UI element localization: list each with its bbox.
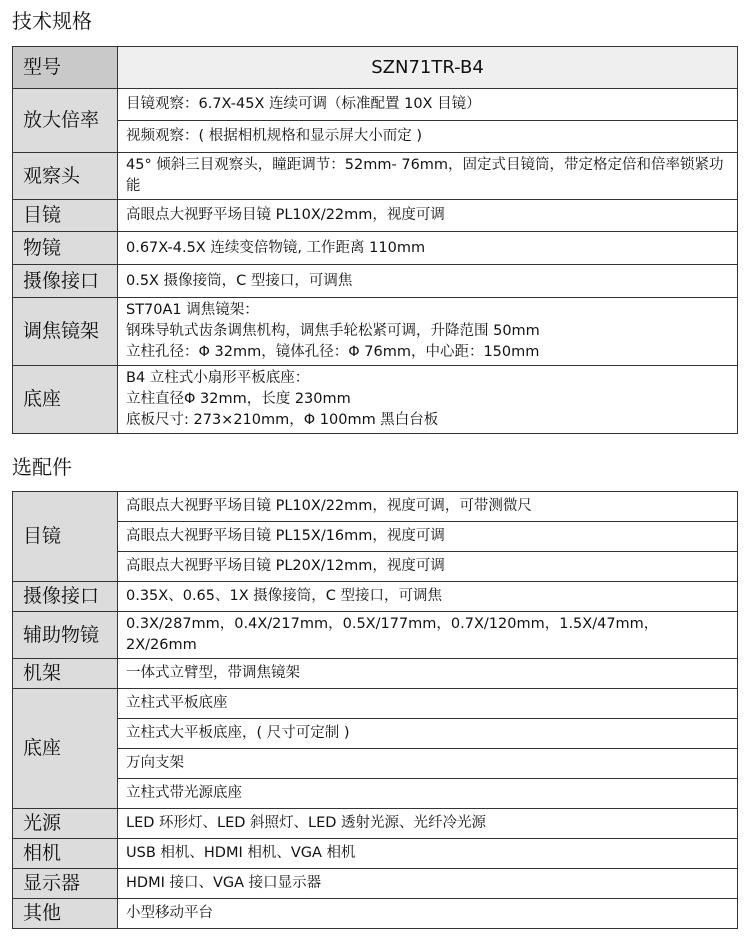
value-line: 立柱直径Φ 32mm，长度 230mm (126, 391, 351, 407)
spec-row-base (13, 366, 738, 434)
acc-row-light (13, 809, 738, 839)
row-value: 万向支架 (118, 749, 738, 779)
row-value: 0.67X-4.5X 连续变倍物镜, 工作距离 110mm (118, 232, 738, 265)
row-label: 型号 (13, 47, 118, 89)
row-label: 显示器 (13, 869, 118, 899)
spec-row-magnification-video (13, 121, 738, 153)
acc-row-camera (13, 839, 738, 869)
spec-row-magnification (13, 89, 738, 121)
row-label: 相机 (13, 839, 118, 869)
acc-row-base-3 (13, 749, 738, 779)
row-value: 0.5X 摄像接筒，C 型接口，可调焦 (118, 265, 738, 298)
row-value: 小型移动平台 (118, 899, 738, 929)
spec-row-focus-mount (13, 298, 738, 366)
row-value: 一体式立臂型，带调焦镜架 (118, 659, 738, 689)
spec-row-camera-port (13, 265, 738, 298)
row-label: 放大倍率 (13, 89, 118, 153)
row-value: 高眼点大视野平场目镜 PL15X/16mm，视度可调 (118, 522, 738, 552)
value-line: ST70A1 调焦镜架： (126, 302, 259, 318)
row-value: HDMI 接口、VGA 接口显示器 (118, 869, 738, 899)
model-value: SZN71TR-B4 (118, 47, 738, 89)
row-label: 光源 (13, 809, 118, 839)
row-label: 调焦镜架 (13, 298, 118, 366)
row-value: 高眼点大视野平场目镜 PL10X/22mm，视度可调 (118, 200, 738, 232)
acc-row-camera-port (13, 582, 738, 612)
row-label: 物镜 (13, 232, 118, 265)
value-line: B4 立柱式小扇形平板底座： (126, 370, 310, 386)
acc-row-display (13, 869, 738, 899)
row-value (118, 298, 738, 366)
spec-row-objective (13, 232, 738, 265)
row-value: 0.3X/287mm，0.4X/217mm，0.5X/177mm，0.7X/120mm，1.5X/47mm，2X/26mm (118, 612, 738, 659)
row-label: 机架 (13, 659, 118, 689)
value-line: 立柱孔径：Φ 32mm，镜体孔径：Φ 76mm，中心距：150mm (126, 344, 540, 360)
row-label: 观察头 (13, 153, 118, 200)
spec-table (12, 46, 738, 434)
row-value: LED 环形灯、LED 斜照灯、LED 透射光源、光纤冷光源 (118, 809, 738, 839)
value-line: 底板尺寸: 273×210mm，Φ 100mm 黑白台板 (126, 412, 439, 428)
row-label: 底座 (13, 366, 118, 434)
row-label: 目镜 (13, 200, 118, 232)
acc-row-eyepiece-3 (13, 552, 738, 582)
row-value: 高眼点大视野平场目镜 PL10X/22mm，视度可调，可带测微尺 (118, 492, 738, 522)
row-value: 立柱式大平板底座，( 尺寸可定制 ) (118, 719, 738, 749)
section-title-specs: 技术规格 (12, 9, 92, 33)
section-title-accessories: 选配件 (12, 455, 72, 479)
row-label: 摄像接口 (13, 265, 118, 298)
row-label: 摄像接口 (13, 582, 118, 612)
row-value: 立柱式平板底座 (118, 689, 738, 719)
row-value: USB 相机、HDMI 相机、VGA 相机 (118, 839, 738, 869)
spec-row-head (13, 153, 738, 200)
row-value: 视频观察：( 根据相机规格和显示屏大小而定 ) (118, 121, 738, 153)
row-label: 目镜 (13, 492, 118, 582)
row-value (118, 366, 738, 434)
acc-row-eyepiece (13, 492, 738, 522)
acc-row-eyepiece-2 (13, 522, 738, 552)
spec-row-eyepiece (13, 200, 738, 232)
row-label: 其他 (13, 899, 118, 929)
row-value: 45° 倾斜三目观察头，瞳距调节：52mm- 76mm，固定式目镜筒，带定格定倍和倍率锁紧功能 (118, 153, 738, 200)
acc-row-frame (13, 659, 738, 689)
row-value: 立柱式带光源底座 (118, 779, 738, 809)
accessories-table (12, 491, 738, 929)
acc-row-aux-objective (13, 612, 738, 659)
value-line: 钢珠导轨式齿条调焦机构，调焦手轮松紧可调，升降范围 50mm (126, 323, 540, 339)
acc-row-base-4 (13, 779, 738, 809)
acc-row-other (13, 899, 738, 929)
row-value: 0.35X、0.65、1X 摄像接筒，C 型接口，可调焦 (118, 582, 738, 612)
acc-row-base (13, 689, 738, 719)
row-label: 辅助物镜 (13, 612, 118, 659)
row-value: 目镜观察：6.7X-45X 连续可调（标准配置 10X 目镜） (118, 89, 738, 121)
row-value: 高眼点大视野平场目镜 PL20X/12mm，视度可调 (118, 552, 738, 582)
spec-row-model (13, 47, 738, 89)
row-label: 底座 (13, 689, 118, 809)
acc-row-base-2 (13, 719, 738, 749)
